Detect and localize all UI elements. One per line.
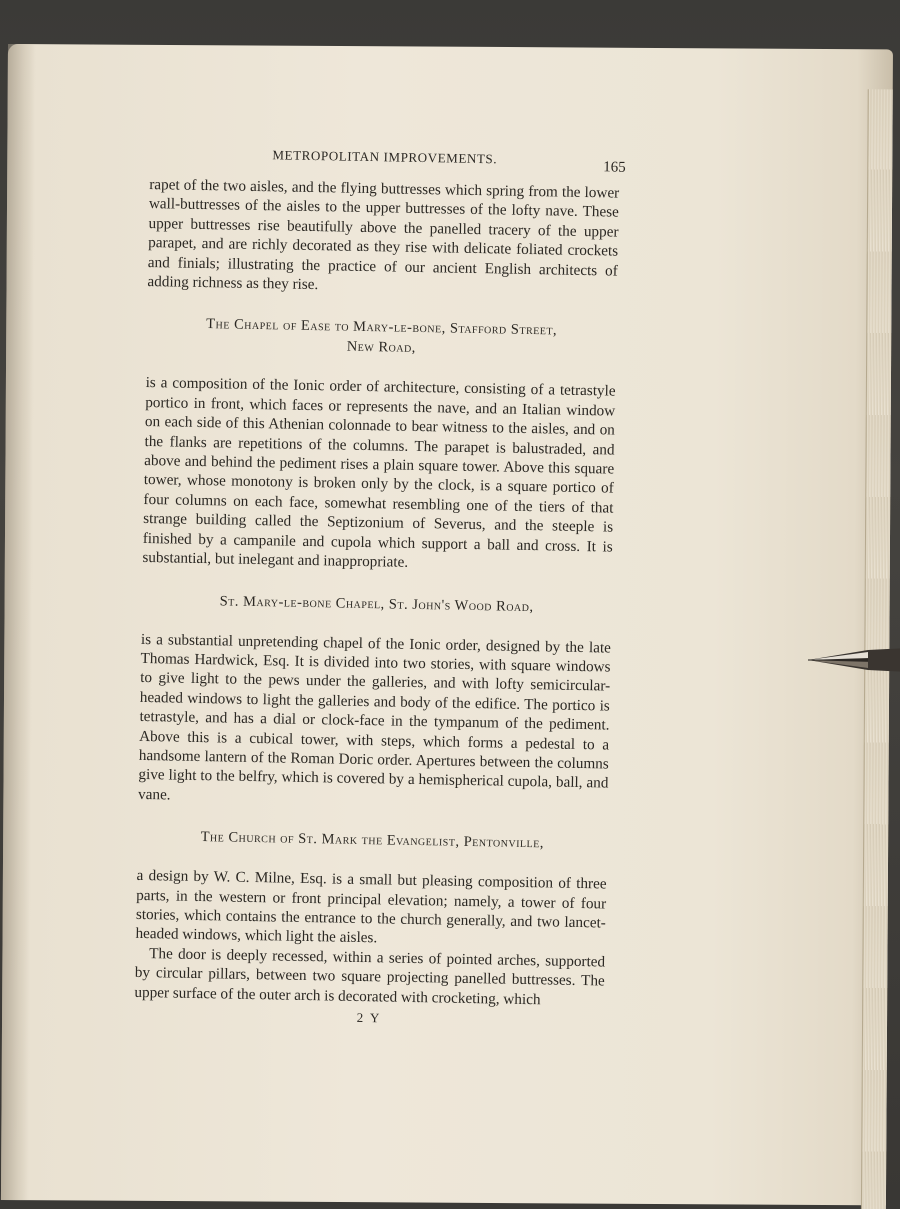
section-heading-st-marylebone-chapel [141,589,611,618]
section-paragraph: is a substantial unpretending chapel of the Ionic order, designed by the late Thomas Hardwick, Esq. It is divided into two stories, with square windows to give light to the pews under the galleries, and with lofty semicircular-headed windows to light the galleries and body of the edifice. The portico is tetrastyle, and has a dial or clock-face in the tympanum of the pediment. Above this is a cubical tower, with steps, which forms a pedestal to a handsome lantern of the Roman Doric order. Apertures between the columns give light to the belfry, which is covered by a hemispherical cupola, ball, and vane. [137,630,612,804]
heading-line: St. Mary-le-bone Chapel, St. John's Wood Road, [219,592,534,615]
heading-line: The Chapel of Ease to Mary-le-bone, Stafford Street, [206,316,558,339]
page-number: 165 [603,159,626,176]
section-paragraph: a design by W. C. Milne, Esq. is a small but pleasing composition of three parts, in the western or front principal elevation; namely, a tower of four stories, which contains the entrance to the church generally, and two lancet-headed windows, which light the aisles. [135,867,607,947]
signature-mark: 2 Y [356,1009,382,1026]
section-heading-chapel-of-ease [146,313,617,362]
pen-icon [808,640,900,680]
section-paragraph: The door is deeply recessed, within a series of pointed arches, supported by circular pillars, between two square projecting panelled buttresses. The upper surface of the outer arch is decorated with crocketing, which [134,944,606,1008]
section-paragraph: is a composition of the Ionic order of architecture, consisting of a tetrastyle portico in front, which faces or represents the nave, and an Italian window on each side of this Athenian colonnade to bear witness to the aisles, and on the flanks are repetitions of the columns. The parapet is balustraded, and above and behind the pediment rises a plain square tower. Above this square tower, whose monotony is broken only by the clock, is a square portico of four columns on each face, somewhat resembling one of the tiers of that strange building called the Septizonium of Severus, and the steeple is finished by a campanile and cupola which support a ball and cross. It is substantial, but inelegant and inappropriate. [142,374,616,571]
heading-line: New Road, [346,339,417,357]
page-text-block [134,145,626,1030]
opening-paragraph: rapet of the two aisles, and the flying buttresses which spring from the lower wall-buttresses of the aisles to the upper buttresses of the lofty nave. These upper buttresses rise beautifully above the panelled tracery of the upper parapet, and are richly decorated as they rise with delicate foliated crockets and finials; illustrating the practice of our ancient English architects of adding richness as they rise. [147,175,620,294]
section-heading-st-mark [137,826,607,855]
heading-line: The Church of St. Mark the Evangelist, Pentonville, [200,829,545,852]
running-head-title: METROPOLITAN IMPROVEMENTS. [272,147,498,167]
book-gutter [1,44,36,1200]
